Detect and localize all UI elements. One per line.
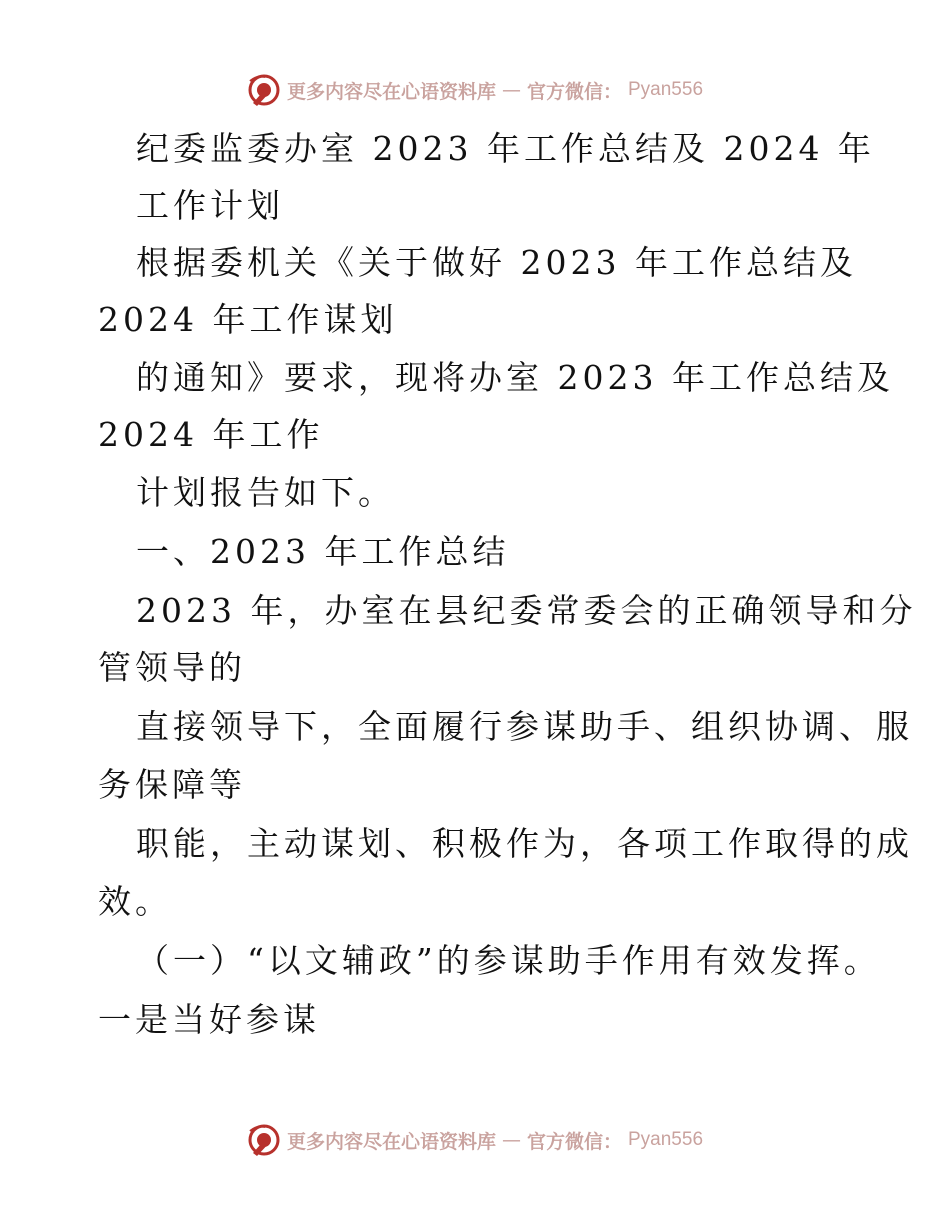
paragraph-line: 2024 年工作谋划 (98, 300, 398, 339)
watermark-handle: Pyan556 (628, 1129, 704, 1150)
title-line-2: 工作计划 (136, 186, 284, 225)
watermark-footer (0, 1120, 950, 1160)
pen-logo-icon (247, 1123, 281, 1157)
paragraph-line: 管领导的 (98, 648, 246, 687)
watermark-brand: 更多内容尽在心语资料库 (286, 1130, 496, 1153)
paragraph-line: 2024 年工作 (98, 415, 324, 454)
paragraph-line: 2023 年，办室在县纪委常委会的正确领导和分 (136, 591, 917, 630)
paragraph-line: 务保障等 (98, 765, 246, 804)
paragraph-line: 根据委机关《关于做好 2023 年工作总结及 (136, 243, 857, 282)
watermark-handle: Pyan556 (628, 79, 704, 100)
paragraph-line: 效。 (98, 882, 172, 921)
watermark-label: 官方微信： (526, 1130, 622, 1153)
watermark-separator: — (501, 79, 521, 101)
paragraph-line: 的通知》要求，现将办室 2023 年工作总结及 (136, 358, 894, 397)
title-line-1: 纪委监委办室 2023 年工作总结及 2024 年 (136, 129, 875, 168)
watermark-separator: — (501, 1129, 521, 1151)
paragraph-line: 一是当好参谋 (98, 1000, 320, 1039)
section-heading: 一、2023 年工作总结 (136, 532, 510, 571)
subsection-heading: （一）“以文辅政”的参谋助手作用有效发挥。 (136, 941, 881, 980)
paragraph-line: 计划报告如下。 (136, 473, 395, 512)
watermark-label: 官方微信： (526, 80, 622, 103)
watermark-brand: 更多内容尽在心语资料库 (286, 80, 496, 103)
paragraph-line: 职能，主动谋划、积极作为，各项工作取得的成 (136, 824, 913, 863)
paragraph-line: 直接领导下，全面履行参谋助手、组织协调、服 (136, 707, 913, 746)
